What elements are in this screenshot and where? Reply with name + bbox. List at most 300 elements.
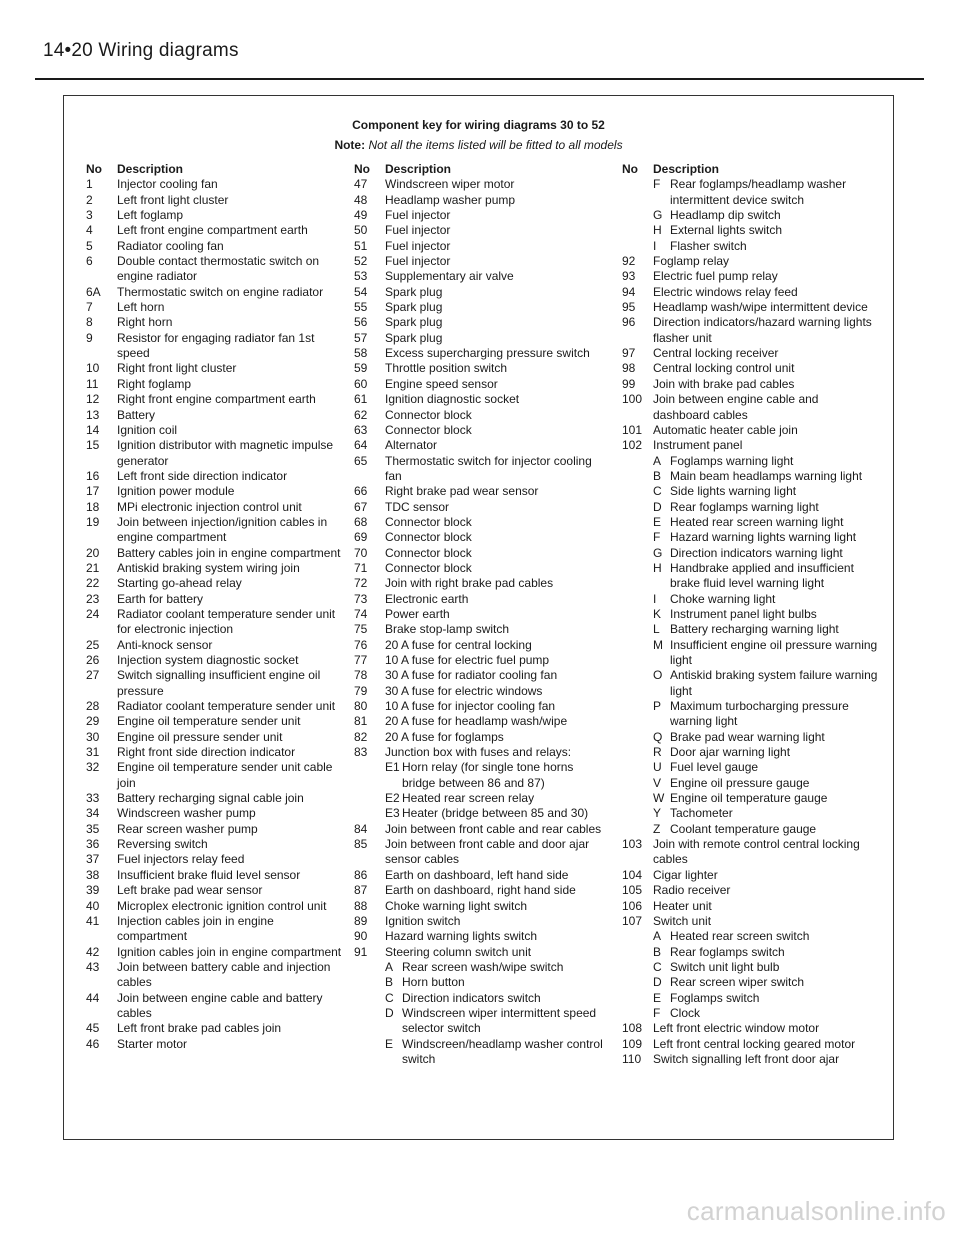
component-subitem — [653, 776, 878, 791]
subitem-label: C — [653, 959, 662, 974]
component-entry — [385, 592, 610, 607]
component-description: Direction indicators/hazard warning lights flasher unit — [653, 315, 872, 345]
component-entry — [117, 592, 342, 607]
component-number: 47 — [354, 177, 368, 192]
component-description: Hazard warning lights switch — [385, 929, 538, 944]
component-entry — [653, 285, 878, 300]
component-number: 57 — [354, 330, 368, 345]
subitem-label: F — [653, 530, 661, 545]
component-entry — [117, 791, 342, 806]
component-subitem — [653, 638, 878, 669]
component-entry — [385, 500, 610, 515]
subitem-text: Main beam headlamps warning light — [670, 468, 863, 483]
component-entry — [117, 699, 342, 714]
component-entry — [117, 223, 342, 238]
component-row — [354, 684, 610, 699]
component-description: Join between engine cable and dashboard cables — [653, 392, 819, 422]
component-subitem — [653, 730, 878, 745]
component-row — [622, 438, 878, 837]
component-row — [354, 223, 610, 238]
component-row — [354, 285, 610, 300]
component-number: 53 — [354, 269, 368, 284]
component-entry — [117, 561, 342, 576]
component-row — [354, 239, 610, 254]
component-number: 74 — [354, 606, 368, 621]
component-number: 56 — [354, 315, 368, 330]
component-entry — [117, 500, 342, 515]
component-entry — [385, 285, 610, 300]
component-description: Spark plug — [385, 284, 443, 299]
component-entry — [653, 899, 878, 914]
component-subitem — [653, 699, 878, 730]
subitem-label: B — [653, 468, 662, 483]
component-description: Starter motor — [117, 1036, 188, 1051]
subitem-text: Coolant temperature gauge — [670, 821, 817, 836]
component-entry — [117, 714, 342, 729]
subitem-label: E — [653, 990, 662, 1005]
component-description: Join with right brake pad cables — [385, 576, 554, 591]
component-entry — [653, 914, 878, 1021]
component-row — [354, 269, 610, 284]
component-number: 73 — [354, 591, 368, 606]
subitem-label: D — [653, 499, 662, 514]
component-entry — [653, 300, 878, 315]
component-row — [86, 576, 342, 591]
component-subitem — [385, 991, 610, 1006]
component-entry — [653, 1052, 878, 1067]
component-number: 45 — [86, 1021, 100, 1036]
component-entry — [385, 515, 610, 530]
component-description: Fuel injector — [385, 254, 451, 269]
component-number: 63 — [354, 422, 368, 437]
component-subitem — [653, 945, 878, 960]
subitem-text: Windscreen wiper intermittent speed selector switch — [402, 1005, 597, 1036]
component-description: Double contact thermostatic switch on engine radiator — [117, 254, 320, 284]
component-row — [622, 423, 878, 438]
component-row — [354, 346, 610, 361]
subitem-label: R — [653, 745, 662, 760]
component-entry — [117, 177, 342, 192]
column-header-description: Description — [385, 162, 452, 176]
component-description: Thermostatic switch for injector cooling fan — [385, 453, 592, 483]
component-subitem — [653, 515, 878, 530]
component-row — [86, 177, 342, 192]
component-entry — [117, 408, 342, 423]
component-entry — [653, 1021, 878, 1036]
component-number: 60 — [354, 376, 368, 391]
component-row — [354, 500, 610, 515]
component-entry — [385, 438, 610, 453]
component-number: 102 — [622, 438, 643, 453]
component-row — [86, 239, 342, 254]
component-description: Central locking receiver — [653, 346, 779, 361]
component-number: 87 — [354, 883, 368, 898]
component-number: 77 — [354, 653, 368, 667]
subitem-label: U — [653, 760, 662, 775]
subitem-text: Horn button — [402, 975, 465, 990]
component-row — [86, 914, 342, 945]
component-row — [86, 852, 342, 867]
component-entry — [385, 914, 610, 929]
component-description: Join with brake pad cables — [653, 376, 795, 391]
component-description: Right front light cluster — [117, 361, 237, 376]
component-number: 58 — [354, 346, 368, 361]
component-entry — [653, 392, 878, 423]
component-row — [86, 515, 342, 546]
component-entry — [385, 530, 610, 545]
component-entry — [385, 193, 610, 208]
header-rule — [35, 78, 924, 80]
component-description: Join between battery cable and injection cables — [117, 959, 331, 990]
component-number: 71 — [354, 560, 368, 575]
component-number: 33 — [86, 791, 100, 806]
subitem-label: E3 — [385, 806, 400, 821]
subitem-text: Door ajar warning light — [670, 745, 791, 760]
component-entry — [385, 653, 610, 668]
component-subitem — [653, 208, 878, 223]
component-description: Steering column switch unit — [385, 944, 532, 959]
column-header — [354, 162, 610, 177]
subitem-label: F — [653, 177, 661, 192]
component-number: 59 — [354, 361, 368, 376]
component-entry — [117, 392, 342, 407]
component-number: 84 — [354, 821, 368, 836]
component-entry — [117, 837, 342, 852]
component-entry — [117, 914, 342, 945]
component-row — [86, 377, 342, 392]
component-description: Switch unit — [653, 913, 712, 928]
component-subitem — [653, 223, 878, 238]
component-number: 93 — [622, 269, 636, 284]
component-number: 89 — [354, 913, 368, 928]
component-number: 20 — [86, 545, 100, 560]
component-number: 1 — [86, 177, 93, 192]
component-number: 29 — [86, 714, 100, 729]
subitem-text: Flasher switch — [670, 238, 747, 253]
component-number: 68 — [354, 514, 368, 529]
subitem-text: Heated rear screen relay — [402, 791, 535, 806]
component-description: Left front brake pad cables join — [117, 1021, 282, 1036]
component-row — [354, 868, 610, 883]
component-subitem — [385, 791, 610, 806]
component-number: 107 — [622, 913, 643, 928]
component-description: Radio receiver — [653, 883, 731, 898]
component-number: 76 — [354, 637, 368, 652]
component-entry — [385, 331, 610, 346]
subitem-text: Switch unit light bulb — [670, 959, 780, 974]
component-number: 10 — [86, 361, 100, 376]
component-number: 6 — [86, 254, 93, 269]
component-entry — [653, 177, 878, 254]
component-description: Left front engine compartment earth — [117, 223, 308, 238]
component-description: MPi electronic injection control unit — [117, 499, 302, 514]
component-description: 30 A fuse for radiator cooling fan — [385, 668, 558, 683]
component-entry — [385, 684, 610, 699]
component-description: Right front side direction indicator — [117, 745, 296, 760]
subitem-label: G — [653, 208, 663, 223]
component-entry — [385, 300, 610, 315]
component-description: Supplementary air valve — [385, 269, 514, 284]
component-description: Thermostatic switch on engine radiator — [117, 284, 324, 299]
subitem-label: H — [653, 223, 662, 238]
component-description: Microplex electronic ignition control unit — [117, 898, 327, 913]
component-entry — [117, 745, 342, 760]
component-description: Battery — [117, 407, 156, 422]
component-description: Left foglamp — [117, 208, 184, 223]
component-row — [354, 361, 610, 376]
component-description: Ignition distributor with magnetic impulse generator — [117, 438, 334, 468]
watermark: carmanualsonline.info — [686, 1196, 946, 1226]
component-description: 20 A fuse for foglamps — [385, 729, 504, 744]
component-row — [86, 991, 342, 1022]
component-number: 7 — [86, 300, 93, 315]
component-number: 14 — [86, 422, 100, 437]
component-entry — [117, 653, 342, 668]
component-number: 39 — [86, 883, 100, 898]
subitem-text: Heated rear screen switch — [670, 929, 810, 944]
component-description: Ignition power module — [117, 484, 235, 499]
component-description: Resistor for engaging radiator fan 1st speed — [117, 330, 315, 361]
component-row — [354, 699, 610, 714]
component-description: Connector block — [385, 560, 472, 575]
component-number: 82 — [354, 729, 368, 744]
subitem-label: C — [653, 484, 662, 499]
component-subitem — [385, 960, 610, 975]
component-row — [86, 392, 342, 407]
component-row — [622, 1021, 878, 1036]
component-number: 8 — [86, 315, 93, 330]
component-row — [86, 730, 342, 745]
component-description: 30 A fuse for electric windows — [385, 683, 543, 698]
component-number: 36 — [86, 837, 100, 852]
component-description: Connector block — [385, 514, 472, 529]
component-number: 105 — [622, 883, 643, 898]
component-description: Brake stop-lamp switch — [385, 622, 510, 637]
component-entry — [385, 346, 610, 361]
subitem-text: Insufficient engine oil pressure warning light — [670, 637, 878, 667]
component-number: 100 — [622, 392, 643, 407]
component-subitem — [653, 806, 878, 821]
component-number: 50 — [354, 223, 368, 238]
component-row — [354, 484, 610, 499]
subitem-text: External lights switch — [670, 223, 783, 238]
component-row — [86, 791, 342, 806]
component-description: Earth on dashboard, right hand side — [385, 883, 576, 898]
subitem-label: C — [385, 990, 394, 1005]
component-row — [86, 546, 342, 561]
component-row — [86, 438, 342, 469]
component-number: 5 — [86, 238, 93, 253]
component-number: 25 — [86, 637, 100, 652]
component-row — [86, 899, 342, 914]
subitem-text: Antiskid braking system failure warning light — [670, 668, 878, 698]
component-number: 106 — [622, 898, 643, 913]
component-description: Left front electric window motor — [653, 1021, 820, 1036]
component-entry — [385, 622, 610, 637]
component-row — [622, 899, 878, 914]
component-number: 35 — [86, 821, 100, 836]
component-subitem — [385, 760, 610, 791]
component-entry — [117, 991, 342, 1022]
component-number: 108 — [622, 1021, 643, 1036]
component-row — [86, 500, 342, 515]
component-entry — [117, 423, 342, 438]
component-entry — [117, 285, 342, 300]
component-description: Windscreen wiper motor — [385, 177, 515, 192]
component-row — [622, 269, 878, 284]
component-row — [622, 285, 878, 300]
component-row — [86, 193, 342, 208]
subitem-label: E — [385, 1036, 394, 1051]
component-entry — [385, 899, 610, 914]
subitem-label: D — [653, 975, 662, 990]
component-number: 110 — [622, 1051, 642, 1066]
component-entry — [117, 945, 342, 960]
component-row — [354, 254, 610, 269]
subitem-label: M — [653, 637, 663, 652]
component-entry — [385, 546, 610, 561]
component-row — [622, 377, 878, 392]
component-entry — [385, 423, 610, 438]
component-description: TDC sensor — [385, 499, 450, 514]
component-number: 85 — [354, 837, 368, 852]
component-subitem — [653, 469, 878, 484]
subitem-text: Instrument panel light bulbs — [670, 606, 817, 621]
component-number: 15 — [86, 438, 100, 453]
component-entry — [117, 638, 342, 653]
subitem-text: Maximum turbocharging pressure warning light — [670, 699, 849, 729]
subitem-text: Heater (bridge between 85 and 30) — [402, 806, 589, 821]
component-description: Ignition switch — [385, 913, 461, 928]
subitem-text: Brake pad wear warning light — [670, 729, 825, 744]
component-entry — [385, 177, 610, 192]
component-entry — [385, 883, 610, 898]
component-row — [354, 607, 610, 622]
component-entry — [117, 806, 342, 821]
component-entry — [385, 254, 610, 269]
component-row — [354, 638, 610, 653]
component-entry — [385, 714, 610, 729]
component-subitem — [653, 622, 878, 637]
component-subitem — [385, 806, 610, 821]
component-description: Connector block — [385, 545, 472, 560]
component-entry — [385, 945, 610, 1068]
component-row — [354, 300, 610, 315]
component-entry — [117, 193, 342, 208]
component-subitem — [653, 177, 878, 208]
component-description: Join between injection/ignition cables in engine compartment — [117, 514, 328, 545]
column-header-description: Description — [653, 162, 720, 176]
component-number: 6A — [86, 284, 101, 299]
component-subitem — [385, 1006, 610, 1037]
component-description: Right foglamp — [117, 376, 192, 391]
component-entry — [385, 929, 610, 944]
component-entry — [653, 377, 878, 392]
component-description: Engine speed sensor — [385, 376, 498, 391]
component-number: 21 — [86, 560, 100, 575]
key-title: Component key for wiring diagrams 30 to 52 — [352, 118, 605, 132]
component-number: 30 — [86, 729, 100, 744]
component-row — [622, 1052, 878, 1067]
component-row — [86, 837, 342, 852]
component-entry — [385, 239, 610, 254]
component-row — [354, 668, 610, 683]
component-entry — [117, 960, 342, 991]
component-number: 43 — [86, 959, 100, 974]
component-description: Spark plug — [385, 315, 443, 330]
component-entry — [117, 852, 342, 867]
component-row — [86, 806, 342, 821]
column-header-no: No — [622, 162, 638, 176]
component-row — [354, 653, 610, 668]
component-entry — [385, 315, 610, 330]
component-row — [86, 607, 342, 638]
component-number: 97 — [622, 346, 636, 361]
component-entry — [653, 423, 878, 438]
component-row — [354, 392, 610, 407]
component-number: 40 — [86, 898, 100, 913]
component-row — [354, 177, 610, 192]
component-number: 2 — [86, 192, 93, 207]
component-row — [86, 653, 342, 668]
component-description: Switch signalling insufficient engine oil pressure — [117, 668, 321, 698]
component-entry — [117, 208, 342, 223]
component-description: Join between front cable and rear cables — [385, 821, 602, 836]
component-number: 49 — [354, 208, 368, 223]
component-row — [86, 760, 342, 791]
component-row — [86, 745, 342, 760]
component-description: Junction box with fuses and relays: — [385, 745, 572, 760]
subitem-text: Tachometer — [670, 806, 733, 821]
component-subitem — [653, 991, 878, 1006]
component-entry — [653, 438, 878, 837]
component-number: 22 — [86, 576, 100, 591]
column-header-no: No — [354, 162, 370, 176]
key-note — [64, 138, 893, 152]
component-description: Spark plug — [385, 330, 443, 345]
component-row — [354, 408, 610, 423]
component-row — [86, 638, 342, 653]
subitem-label: B — [385, 975, 394, 990]
component-number: 70 — [354, 545, 368, 560]
component-number: 104 — [622, 867, 643, 882]
component-number: 61 — [354, 392, 368, 407]
column-header — [622, 162, 878, 177]
component-entry — [117, 377, 342, 392]
component-number: 99 — [622, 376, 636, 391]
subitem-label: Z — [653, 821, 661, 836]
component-description: Battery cables join in engine compartment — [117, 545, 341, 560]
component-entry — [385, 607, 610, 622]
component-entry — [653, 315, 878, 346]
component-row — [622, 300, 878, 315]
component-entry — [117, 239, 342, 254]
component-description: Connector block — [385, 530, 472, 545]
component-description: Power earth — [385, 606, 450, 621]
component-subitem — [653, 760, 878, 775]
subitem-label: F — [653, 1005, 661, 1020]
page-header: 14•20 Wiring diagrams — [43, 40, 239, 61]
component-row — [354, 914, 610, 929]
component-entry — [653, 254, 878, 269]
subitem-text: Rear screen wash/wipe switch — [402, 959, 564, 974]
component-row — [354, 945, 610, 1068]
component-number: 67 — [354, 499, 368, 514]
component-description: Ignition coil — [117, 422, 178, 437]
component-row — [354, 438, 610, 453]
component-description: Spark plug — [385, 300, 443, 315]
column-header-no: No — [86, 162, 102, 176]
